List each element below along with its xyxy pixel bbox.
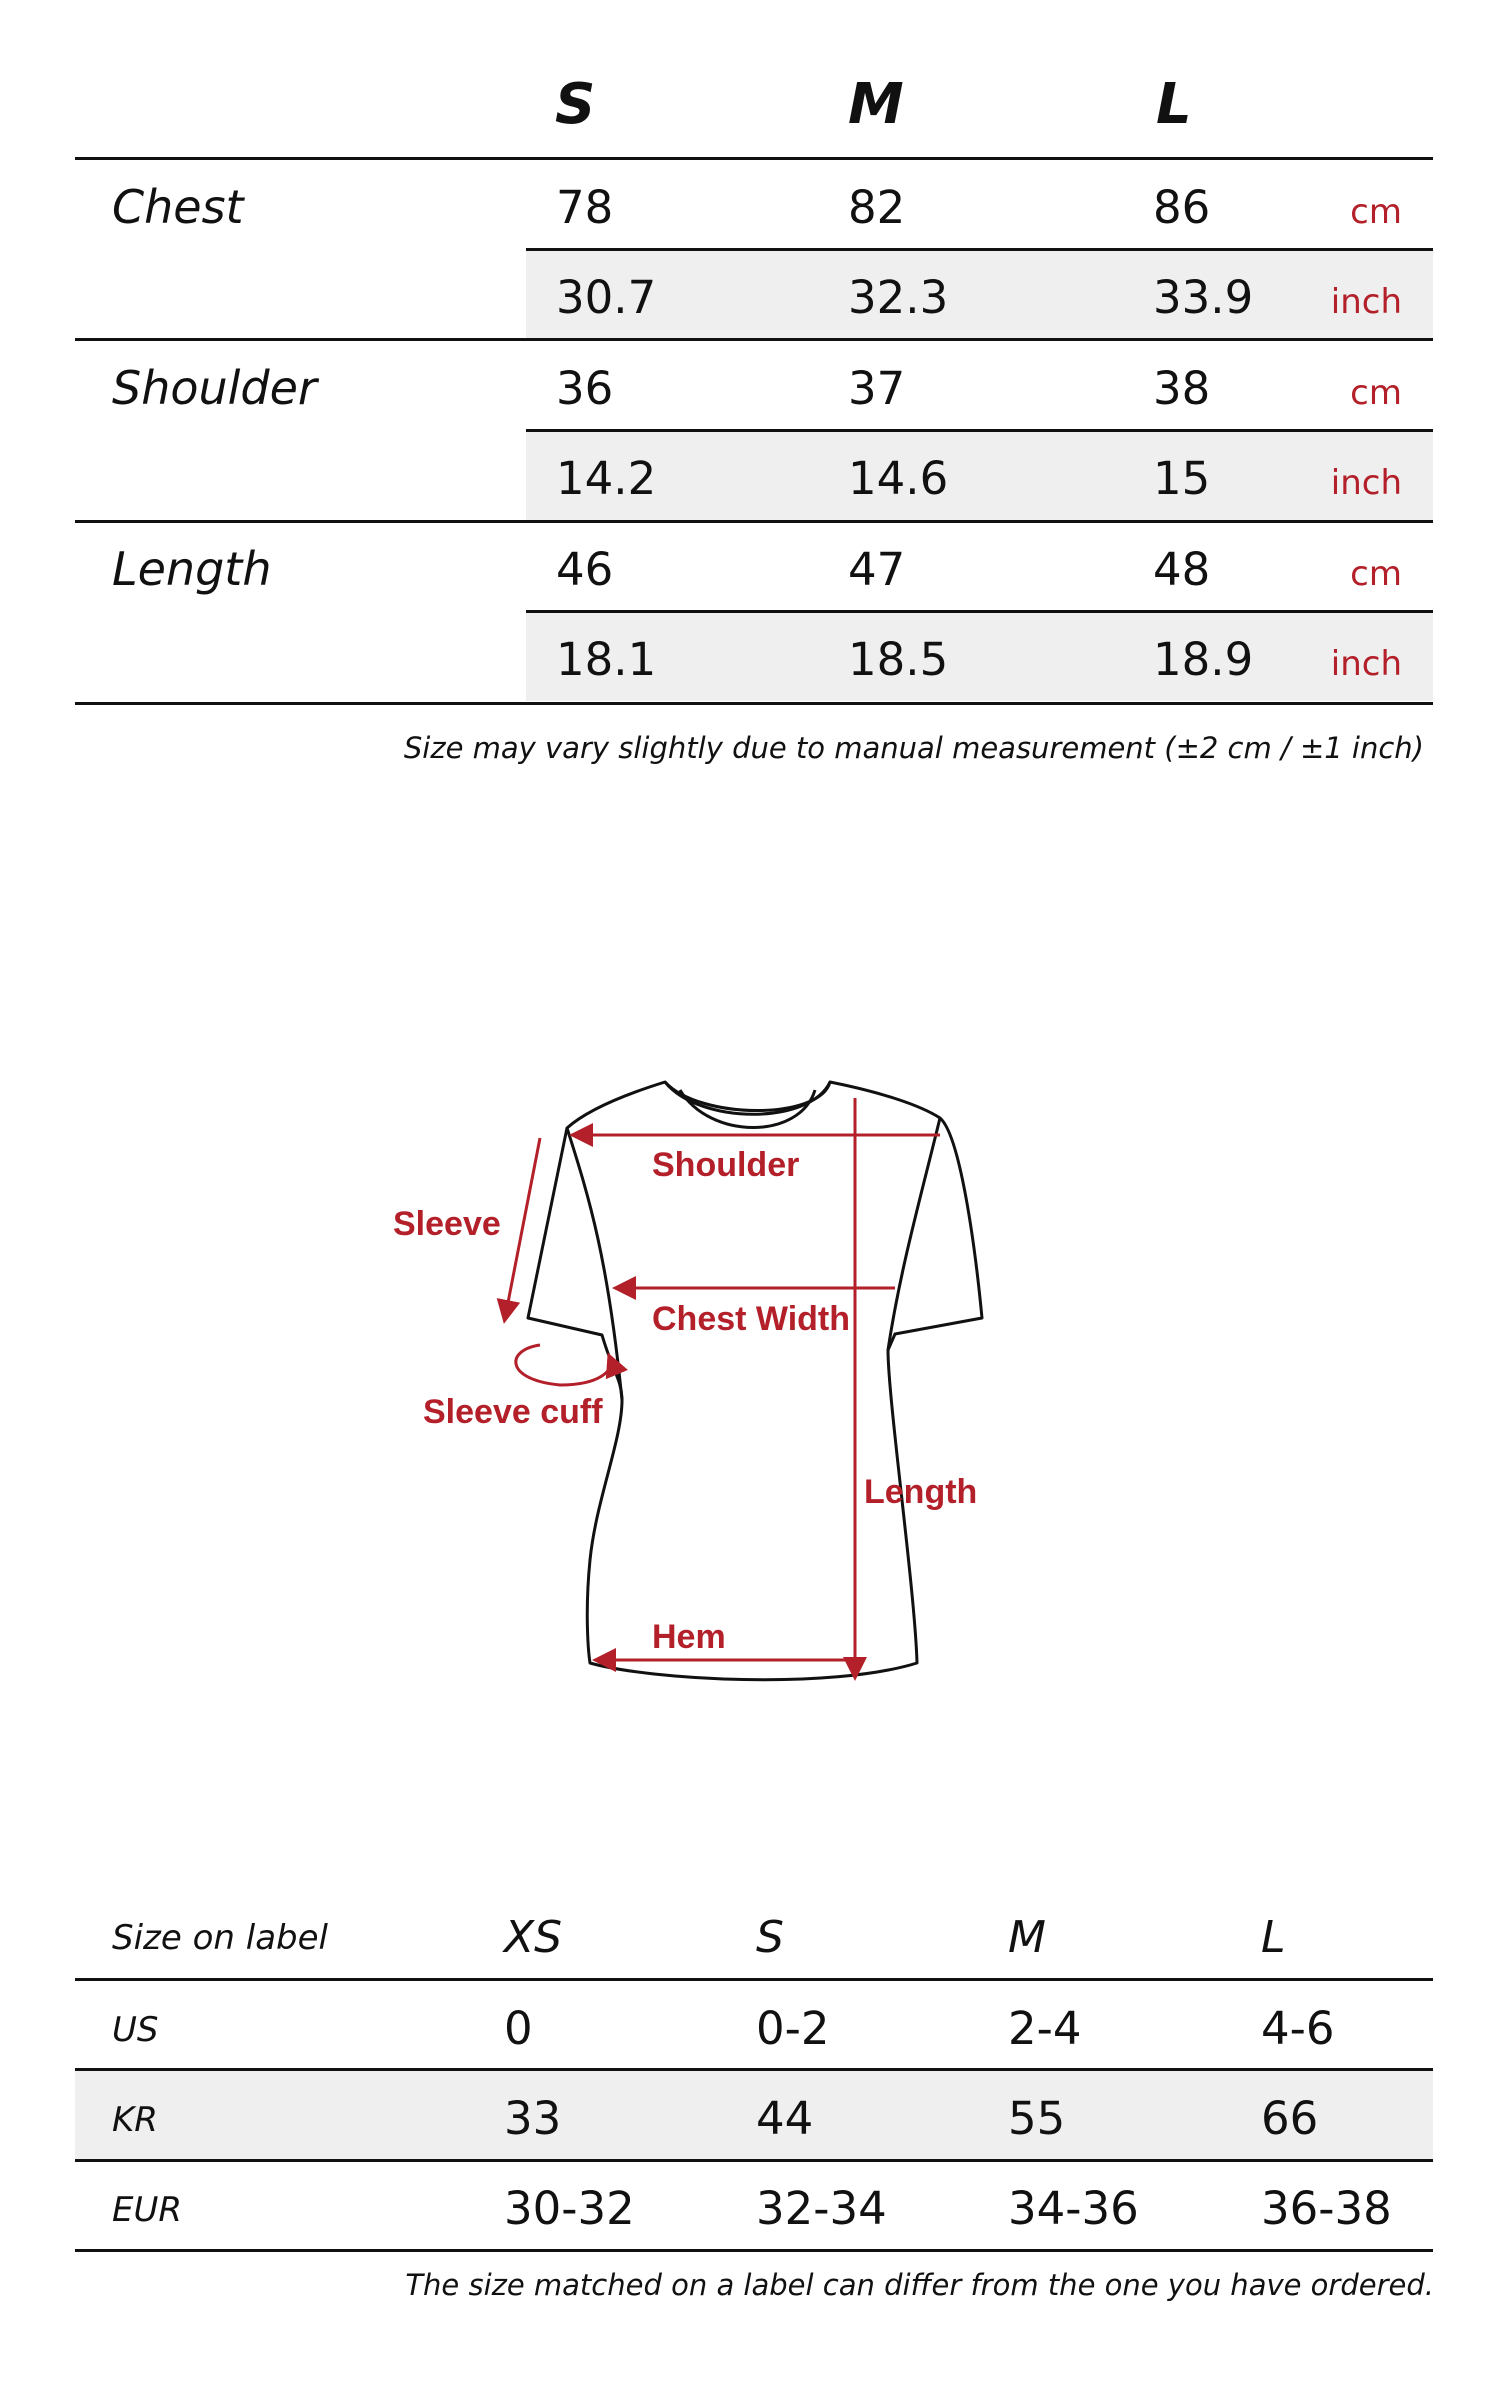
length-m-cm: 47 bbox=[848, 543, 906, 596]
conv-row-label-eur: EUR bbox=[112, 2190, 182, 2230]
length-l-inch: 18.9 bbox=[1153, 633, 1254, 686]
shoulder-m-cm: 37 bbox=[848, 362, 906, 415]
label-chest-width: Chest Width bbox=[652, 1300, 851, 1338]
conv-kr-row-bg bbox=[75, 2071, 1433, 2159]
shoulder-s-cm: 36 bbox=[556, 362, 614, 415]
shoulder-l-cm: 38 bbox=[1153, 362, 1211, 415]
conv-kr-xs: 33 bbox=[504, 2092, 562, 2145]
conv-header-l: L bbox=[1261, 1912, 1286, 1963]
conv-kr-m: 55 bbox=[1008, 2092, 1066, 2145]
unit-cm: cm bbox=[1350, 373, 1402, 413]
conv-us-xs: 0 bbox=[504, 2002, 533, 2055]
conv-eur-s: 32-34 bbox=[756, 2182, 887, 2235]
row-label-chest: Chest bbox=[112, 180, 244, 234]
chest-s-inch: 30.7 bbox=[556, 271, 657, 324]
conv-header-s: S bbox=[756, 1912, 784, 1963]
conv-eur-xs: 30-32 bbox=[504, 2182, 635, 2235]
size-header-m: M bbox=[848, 72, 904, 137]
chest-s-cm: 78 bbox=[556, 181, 614, 234]
sleeve-cuff-arrow bbox=[516, 1345, 611, 1385]
unit-inch: inch bbox=[1330, 282, 1402, 322]
conv-bottom-rule bbox=[75, 2249, 1433, 2252]
unit-cm: cm bbox=[1350, 192, 1402, 232]
length-s-inch: 18.1 bbox=[556, 633, 657, 686]
chest-l-cm: 86 bbox=[1153, 181, 1211, 234]
label-length: Length bbox=[864, 1473, 978, 1511]
conv-row-label-us: US bbox=[112, 2010, 159, 2050]
shoulder-s-inch: 14.2 bbox=[556, 452, 657, 505]
conv-top-rule bbox=[75, 1978, 1433, 1981]
conversion-note: The size matched on a label can differ from the one you have ordered. bbox=[405, 2268, 1434, 2302]
unit-inch: inch bbox=[1330, 644, 1402, 684]
size-header-l: L bbox=[1156, 72, 1192, 137]
conv-us-l: 4-6 bbox=[1261, 2002, 1335, 2055]
unit-cm: cm bbox=[1350, 554, 1402, 594]
conv-kr-s: 44 bbox=[756, 2092, 814, 2145]
chest-m-cm: 82 bbox=[848, 181, 906, 234]
measurement-note: Size may vary slightly due to manual measurement (±2 cm / ±1 inch) bbox=[403, 731, 1424, 765]
length-m-inch: 18.5 bbox=[848, 633, 949, 686]
label-shoulder: Shoulder bbox=[652, 1146, 800, 1184]
conv-eur-m: 34-36 bbox=[1008, 2182, 1139, 2235]
conv-header-label: Size on label bbox=[112, 1918, 328, 1958]
conv-row-label-kr: KR bbox=[112, 2100, 158, 2140]
row-label-shoulder: Shoulder bbox=[112, 361, 317, 415]
conv-row-divider bbox=[75, 2159, 1433, 2162]
conv-header-xs: XS bbox=[504, 1912, 563, 1963]
row-label-length: Length bbox=[112, 542, 272, 596]
tshirt-sleeve-seam-left bbox=[567, 1128, 622, 1400]
label-sleeve: Sleeve bbox=[393, 1205, 501, 1243]
conv-eur-l: 36-38 bbox=[1261, 2182, 1392, 2235]
size-header-s: S bbox=[555, 72, 596, 137]
conv-us-m: 2-4 bbox=[1008, 2002, 1082, 2055]
conv-us-s: 0-2 bbox=[756, 2002, 830, 2055]
label-sleeve-cuff: Sleeve cuff bbox=[423, 1393, 603, 1431]
chest-l-inch: 33.9 bbox=[1153, 271, 1254, 324]
chest-m-inch: 32.3 bbox=[848, 271, 949, 324]
length-l-cm: 48 bbox=[1153, 543, 1211, 596]
label-hem: Hem bbox=[652, 1618, 726, 1656]
unit-inch: inch bbox=[1330, 463, 1402, 503]
tshirt-sleeve-seam-right bbox=[888, 1118, 940, 1350]
conv-header-m: M bbox=[1008, 1912, 1046, 1963]
length-s-cm: 46 bbox=[556, 543, 614, 596]
shoulder-m-inch: 14.6 bbox=[848, 452, 949, 505]
shoulder-l-inch: 15 bbox=[1153, 452, 1211, 505]
conv-kr-l: 66 bbox=[1261, 2092, 1319, 2145]
